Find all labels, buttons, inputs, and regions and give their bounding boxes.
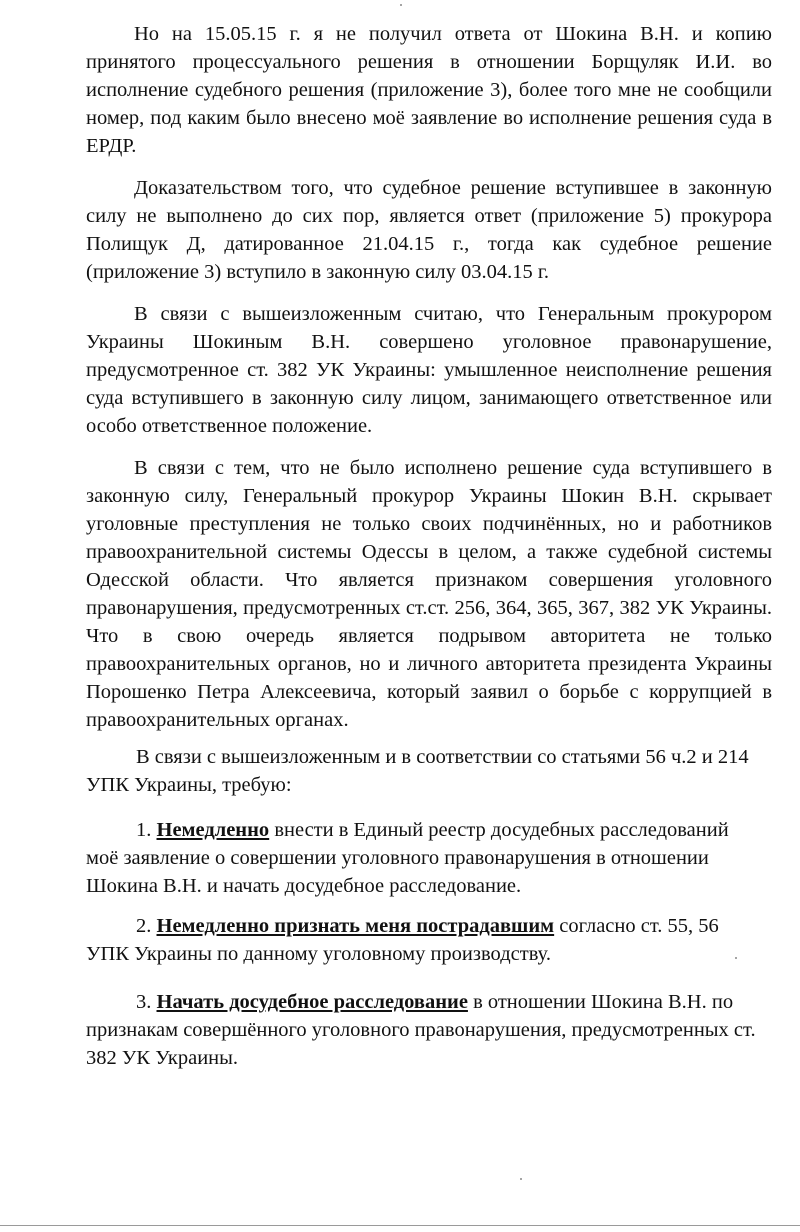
paragraph-3: В связи с вышеизложенным считаю, что Генеральным прокурором Украины Шокиным В.Н. совершено уголовное правонарушение, предусмотренное ст. 382 УК Украины: умышленное неисполнение решения суда вступившего в законную силу лицом, занимающего ответственное или особо ответственное положение.: [86, 303, 772, 437]
scan-edge-line: [0, 1225, 800, 1226]
demand-text: внести в Единый реестр досудебных расследований моё заявление о совершении уголовного правонарушения в отношении Шокина В.Н. и начать досудебное расследование.: [86, 819, 729, 897]
paragraph-5: В связи с вышеизложенным и в соответствии со статьями 56 ч.2 и 214 УПК Украины, требую:: [86, 746, 749, 796]
scan-speck: [520, 1178, 522, 1180]
demand-emphasis: Немедленно признать меня пострадавшим: [156, 915, 555, 937]
paragraph-4: В связи с тем, что не было исполнено решение суда вступившего в законную силу, Генеральный прокурор Украины Шокин В.Н. скрывает уголовные преступления не только своих подчинённых, но и работников правоохранительной системы Одессы в целом, а также судебной системы Одесской области. Что является признаком совершения уголовного правонарушения, предусмотренных ст.ст. 256, 364, 365, 367, 382 УК Украины. Что в свою очередь является подрывом авторитета не только правоохранительных органов, но и личного авторитета президента Украины Порошенко Петра Алексеевича, который заявил о борьбе с коррупцией в правоохранительных органах.: [86, 457, 772, 731]
paragraph-1: Но на 15.05.15 г. я не получил ответа от Шокина В.Н. и копию принятого процессуального решения в отношении Борщуляк И.И. во исполнение судебного решения (приложение 3), более того мне не сообщили номер, под каким было внесено моё заявление во исполнение решения суда в ЕРДР.: [86, 23, 772, 157]
demand-emphasis: Начать досудебное расследование: [156, 991, 468, 1013]
paragraph-2: Доказательством того, что судебное решение вступившее в законную силу не выполнено до сих пор, является ответ (приложение 5) прокурора Полищук Д, датированное 21.04.15 г., тогда как судебное решение (приложение 3) вступило в законную силу 03.04.15 г.: [86, 177, 772, 283]
demand-emphasis: Немедленно: [156, 819, 270, 841]
demand-number: 3.: [136, 991, 152, 1013]
demand-number: 2.: [136, 915, 152, 937]
demand-number: 1.: [136, 819, 152, 841]
demand-item-2: [86, 912, 766, 968]
demand-item-3: [86, 988, 766, 1072]
scan-speck: [735, 957, 737, 959]
demand-text: в отношении Шокина В.Н. по признакам совершённого уголовного правонарушения, предусмотренных ст. 382 УК Украины.: [86, 991, 756, 1069]
demand-item-1: [86, 816, 766, 900]
scan-speck: [400, 4, 402, 6]
demand-text: согласно ст. 55, 56 УПК Украины по данному уголовному производству.: [86, 915, 719, 965]
